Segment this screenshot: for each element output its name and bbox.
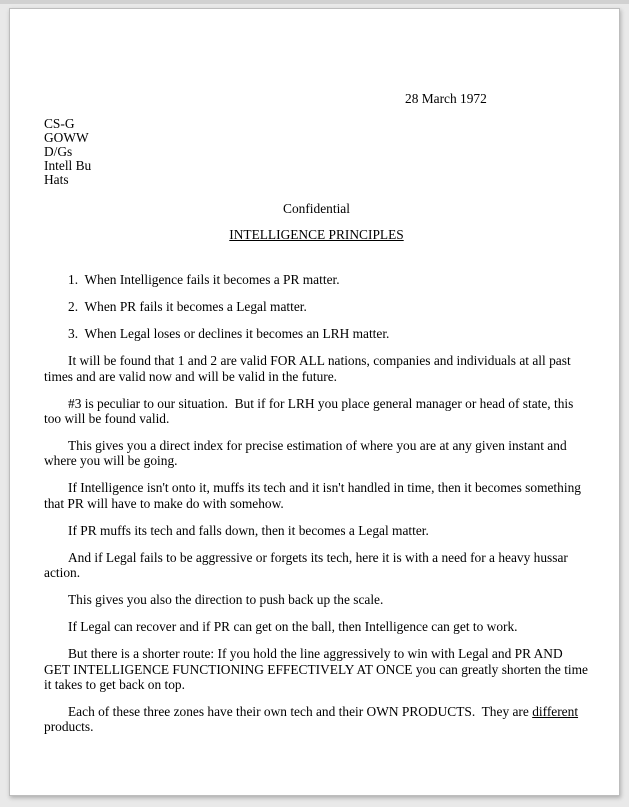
distribution-list (44, 117, 589, 187)
distribution-item: D/Gs (44, 144, 73, 160)
paragraph: But there is a shorter route: If you hold the line aggressively to win with Legal and PR AND GET INTELLIGENCE FUNCTIONING EFFECTIVELY AT ONCE you can greatly shorten the time it takes to get back on top. (44, 646, 592, 693)
paragraph: If PR muffs its tech and falls down, then it becomes a Legal matter. (68, 522, 429, 538)
closing-text-after: products. (44, 704, 582, 735)
paragraph: And if Legal fails to be aggressive or forgets its tech, here it is with a need for a heavy hussar action. (44, 549, 572, 581)
numbered-item: 2. When PR fails it becomes a Legal matter. (68, 299, 307, 315)
paragraph: #3 is peculiar to our situation. But if for LRH you place general manager or head of state, this too will be found valid. (44, 395, 577, 427)
paragraph: It will be found that 1 and 2 are valid FOR ALL nations, companies and individuals at all past times and are valid now and will be valid in the future. (44, 353, 575, 384)
paragraph: This gives you a direct index for precise estimation of where you are at any given instant and where you will be going. (44, 438, 571, 469)
document-page (9, 8, 620, 796)
numbered-item: 1. When Intelligence fails it becomes a PR matter. (68, 272, 340, 288)
closing-text-before: Each of these three zones have their own tech and their OWN PRODUCTS. They are (68, 704, 533, 720)
document-title-text: INTELLIGENCE PRINCIPLES (229, 227, 404, 243)
underlined-word: different (532, 704, 579, 720)
document-date: 28 March 1972 (405, 91, 487, 106)
distribution-item: Intell Bu (44, 158, 92, 174)
paragraph: If Legal can recover and if PR can get on the ball, then Intelligence can get to work. (68, 619, 518, 635)
distribution-item: Hats (44, 172, 69, 188)
numbered-item: 3. When Legal loses or declines it becomes an LRH matter. (68, 326, 390, 342)
viewer-top-strip (0, 0, 629, 4)
classification-label: Confidential (283, 201, 350, 217)
document-title (44, 227, 589, 242)
distribution-item: GOWW (44, 130, 89, 146)
paragraph: This gives you also the direction to push back up the scale. (68, 592, 384, 608)
document-body (44, 272, 592, 735)
closing-paragraph (44, 704, 589, 735)
paragraph: If Intelligence isn't onto it, muffs its tech and it isn't handled in time, then it becomes something that PR will have to make do with somehow. (44, 480, 585, 511)
distribution-item: CS-G (44, 116, 75, 132)
